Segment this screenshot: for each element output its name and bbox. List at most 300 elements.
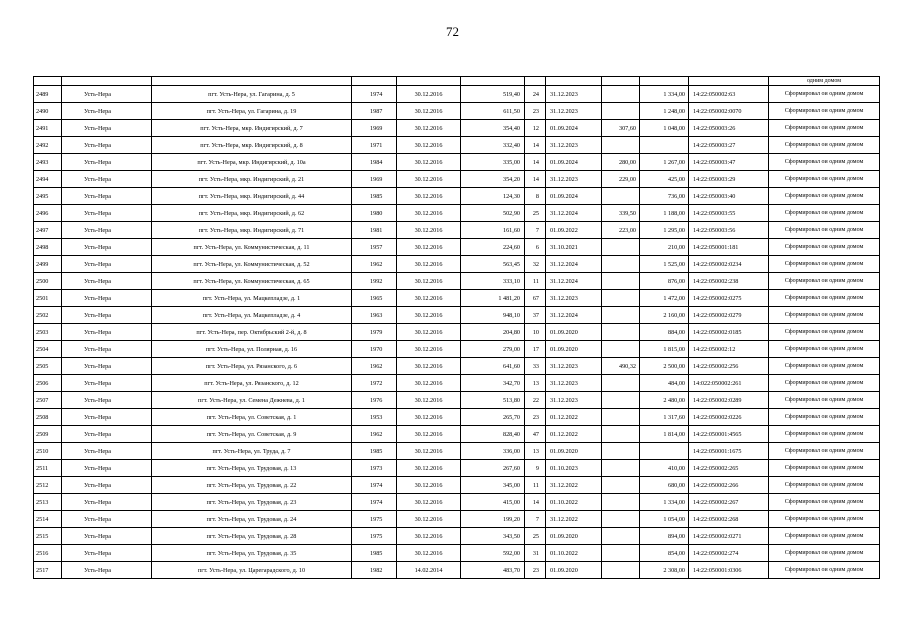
address-cell: пгт. Усть-Нера, ул. Коммунистическая, д. 11: [152, 239, 352, 256]
method-cell: Сформировал ои одним домом: [769, 171, 880, 188]
recognition-date-cell: 30.12.2016: [397, 409, 461, 426]
year-built-cell: 1992: [352, 273, 397, 290]
cost-cell: [602, 477, 640, 494]
total-cell: 2 480,00: [640, 392, 689, 409]
table-row: [34, 137, 880, 154]
total-cell: 1 188,00: [640, 205, 689, 222]
record-number-cell: 2504: [34, 341, 62, 358]
method-cell: Сформировал ои одним домом: [769, 443, 880, 460]
area-cell: 124,30: [461, 188, 525, 205]
year-built-cell: 1962: [352, 256, 397, 273]
table-row: [34, 375, 880, 392]
residents-cell: 23: [525, 409, 546, 426]
recognition-date-cell: 30.12.2016: [397, 239, 461, 256]
area-cell: 279,00: [461, 341, 525, 358]
cadastral-number-cell: 14:22:050003:56: [689, 222, 769, 239]
recognition-date-cell: 14.02.2014: [397, 562, 461, 579]
planned-date-cell: 31.12.2023: [546, 137, 602, 154]
area-cell: 611,50: [461, 103, 525, 120]
cadastral-number-cell: 14:22:050002:274: [689, 545, 769, 562]
area-cell: 519,40: [461, 86, 525, 103]
record-number-cell: 2498: [34, 239, 62, 256]
settlement-cell: Усть-Нера: [62, 188, 152, 205]
table-row: [34, 171, 880, 188]
table-row: [34, 290, 880, 307]
address-cell: пгт. Усть-Нера, пер. Октябрьский 2-й, д. 8: [152, 324, 352, 341]
cadastral-number-cell: 14:22:050001:181: [689, 239, 769, 256]
cadastral-number-cell: 14:22:050003:40: [689, 188, 769, 205]
recognition-date-cell: 30.12.2016: [397, 324, 461, 341]
method-cell: Сформировал ои одним домом: [769, 477, 880, 494]
settlement-cell: Усть-Нера: [62, 273, 152, 290]
year-built-cell: 1974: [352, 494, 397, 511]
table-row-continued: [34, 77, 880, 86]
planned-date-cell: 01.09.2020: [546, 443, 602, 460]
residents-cell: 23: [525, 103, 546, 120]
residents-cell: 8: [525, 188, 546, 205]
cadastral-number-cell: 14:22:050002:266: [689, 477, 769, 494]
settlement-cell: Усть-Нера: [62, 103, 152, 120]
residents-cell: 14: [525, 494, 546, 511]
cadastral-number-cell: 14:22:050003:26: [689, 120, 769, 137]
cost-cell: [602, 528, 640, 545]
cost-cell: [602, 341, 640, 358]
cost-cell: [602, 239, 640, 256]
settlement-cell: Усть-Нера: [62, 443, 152, 460]
method-cell: Сформировал ои одним домом: [769, 86, 880, 103]
residents-cell: 14: [525, 171, 546, 188]
year-built-cell: 1975: [352, 511, 397, 528]
cadastral-number-cell: 14:22:050003:47: [689, 154, 769, 171]
method-cell: Сформировал ои одним домом: [769, 205, 880, 222]
recognition-date-cell: 30.12.2016: [397, 375, 461, 392]
address-cell: пгт. Усть-Нера, ул. Советская, д. 9: [152, 426, 352, 443]
planned-date-cell: 01.12.2022: [546, 409, 602, 426]
planned-date-cell: 31.12.2023: [546, 103, 602, 120]
planned-date-cell: 01.10.2023: [546, 460, 602, 477]
settlement-cell: Усть-Нера: [62, 477, 152, 494]
cost-cell: 490,32: [602, 358, 640, 375]
table-row: [34, 460, 880, 477]
cost-cell: 339,50: [602, 205, 640, 222]
method-cell: Сформировал ои одним домом: [769, 137, 880, 154]
residents-cell: 11: [525, 477, 546, 494]
settlement-cell: Усть-Нера: [62, 392, 152, 409]
cost-cell: [602, 443, 640, 460]
recognition-date-cell: 30.12.2016: [397, 154, 461, 171]
table-row: [34, 409, 880, 426]
residents-cell: 14: [525, 154, 546, 171]
residents-cell: 47: [525, 426, 546, 443]
cost-cell: 223,00: [602, 222, 640, 239]
recognition-date-cell: 30.12.2016: [397, 528, 461, 545]
area-cell: 343,50: [461, 528, 525, 545]
residents-cell: 9: [525, 460, 546, 477]
record-number-cell: 2503: [34, 324, 62, 341]
address-cell: пгт. Усть-Нера, мкр. Индигирский, д. 71: [152, 222, 352, 239]
record-number-cell: 2497: [34, 222, 62, 239]
settlement-cell: Усть-Нера: [62, 375, 152, 392]
cadastral-number-cell: 14:22:050002:63: [689, 86, 769, 103]
settlement-cell: Усть-Нера: [62, 239, 152, 256]
cost-cell: [602, 375, 640, 392]
address-cell: пгт. Усть-Нера, ул. Труда, д. 7: [152, 443, 352, 460]
record-number-cell: 2509: [34, 426, 62, 443]
cost-cell: [602, 290, 640, 307]
address-cell: пгт. Усть-Нера, ул. Трудовая, д. 35: [152, 545, 352, 562]
method-cell: Сформировал ои одним домом: [769, 154, 880, 171]
record-number-cell: 2511: [34, 460, 62, 477]
cadastral-number-cell: 14:22:050002:12: [689, 341, 769, 358]
total-cell: 1 334,00: [640, 494, 689, 511]
cadastral-number-cell: 14:22:050002:0279: [689, 307, 769, 324]
total-cell: 884,00: [640, 324, 689, 341]
address-cell: пгт. Усть-Нера, ул. Гагарина, д. 5: [152, 86, 352, 103]
method-cell: Сформировал ои одним домом: [769, 375, 880, 392]
recognition-date-cell: 30.12.2016: [397, 86, 461, 103]
record-number-cell: 2508: [34, 409, 62, 426]
area-cell: 199,20: [461, 511, 525, 528]
record-number-cell: 2510: [34, 443, 62, 460]
residents-cell: 67: [525, 290, 546, 307]
residents-cell: 32: [525, 256, 546, 273]
cadastral-number-cell: 14:22:050002:0185: [689, 324, 769, 341]
total-cell: 484,00: [640, 375, 689, 392]
address-cell: пгт. Усть-Нера, мкр. Индигирский, д. 7: [152, 120, 352, 137]
method-cell: Сформировал ои одним домом: [769, 562, 880, 579]
cadastral-number-cell: 14:22:050002:0234: [689, 256, 769, 273]
cadastral-number-cell: 14:22:050001:0306: [689, 562, 769, 579]
planned-date-cell: 01.12.2022: [546, 426, 602, 443]
residents-cell: 6: [525, 239, 546, 256]
cadastral-number-cell: 14:22:050002:0226: [689, 409, 769, 426]
total-cell: 1 472,00: [640, 290, 689, 307]
table-row: [34, 222, 880, 239]
residents-cell: 11: [525, 273, 546, 290]
address-cell: пгт. Усть-Нера, ул. Коммунистическая, д. 65: [152, 273, 352, 290]
record-number-cell: 2500: [34, 273, 62, 290]
area-cell: 342,70: [461, 375, 525, 392]
year-built-cell: 1972: [352, 375, 397, 392]
table-row: [34, 477, 880, 494]
recognition-date-cell: 30.12.2016: [397, 460, 461, 477]
record-number-cell: 2499: [34, 256, 62, 273]
residents-cell: 13: [525, 375, 546, 392]
method-cell: Сформировал ои одним домом: [769, 545, 880, 562]
year-built-cell: 1970: [352, 341, 397, 358]
cadastral-number-cell: 14:22:050003:27: [689, 137, 769, 154]
total-cell: 736,00: [640, 188, 689, 205]
table-row: [34, 528, 880, 545]
address-cell: пгт. Усть-Нера, ул. Рязанского, д. 12: [152, 375, 352, 392]
address-cell: пгт. Усть-Нера, мкр. Индигирский, д. 10а: [152, 154, 352, 171]
total-cell: 876,00: [640, 273, 689, 290]
table-row: [34, 511, 880, 528]
cost-cell: [602, 392, 640, 409]
year-built-cell: 1962: [352, 426, 397, 443]
settlement-cell: Усть-Нера: [62, 494, 152, 511]
residents-cell: 13: [525, 443, 546, 460]
total-cell: 894,00: [640, 528, 689, 545]
recognition-date-cell: 30.12.2016: [397, 341, 461, 358]
settlement-cell: Усть-Нера: [62, 120, 152, 137]
record-number-cell: 2494: [34, 171, 62, 188]
recognition-date-cell: 30.12.2016: [397, 103, 461, 120]
cost-cell: [602, 545, 640, 562]
method-cell: Сформировал ои одним домом: [769, 426, 880, 443]
settlement-cell: Усть-Нера: [62, 290, 152, 307]
recognition-date-cell: 30.12.2016: [397, 426, 461, 443]
total-cell: 1 248,00: [640, 103, 689, 120]
method-cell: Сформировал ои одним домом: [769, 222, 880, 239]
recognition-date-cell: 30.12.2016: [397, 494, 461, 511]
total-cell: 1 267,00: [640, 154, 689, 171]
table-row: [34, 239, 880, 256]
method-cell: Сформировал ои одним домом: [769, 511, 880, 528]
cost-cell: [602, 460, 640, 477]
area-cell: 345,00: [461, 477, 525, 494]
total-cell: 1 525,00: [640, 256, 689, 273]
year-built-cell: 1965: [352, 290, 397, 307]
total-cell: 2 160,00: [640, 307, 689, 324]
settlement-cell: Усть-Нера: [62, 324, 152, 341]
method-cell: Сформировал ои одним домом: [769, 307, 880, 324]
method-cell: Сформировал ои одним домом: [769, 324, 880, 341]
cost-cell: [602, 494, 640, 511]
record-number-cell: 2516: [34, 545, 62, 562]
cadastral-number-cell: 14:022:050002:261: [689, 375, 769, 392]
residents-cell: 12: [525, 120, 546, 137]
table-row: [34, 392, 880, 409]
cadastral-number-cell: 14:22:050002:0070: [689, 103, 769, 120]
recognition-date-cell: 30.12.2016: [397, 358, 461, 375]
area-cell: 483,70: [461, 562, 525, 579]
area-cell: 333,10: [461, 273, 525, 290]
planned-date-cell: 01.09.2024: [546, 188, 602, 205]
total-cell: 1 054,00: [640, 511, 689, 528]
recognition-date-cell: 30.12.2016: [397, 307, 461, 324]
address-cell: пгт. Усть-Нера, мкр. Индигирский, д. 8: [152, 137, 352, 154]
method-cell: Сформировал ои одним домом: [769, 358, 880, 375]
table-row: [34, 103, 880, 120]
record-number-cell: 2491: [34, 120, 62, 137]
cadastral-number-cell: 14:22:050003:55: [689, 205, 769, 222]
cost-cell: [602, 426, 640, 443]
settlement-cell: Усть-Нера: [62, 171, 152, 188]
year-built-cell: 1985: [352, 443, 397, 460]
cadastral-number-cell: 14:22:050001:4565: [689, 426, 769, 443]
cost-cell: [602, 188, 640, 205]
record-number-cell: 2505: [34, 358, 62, 375]
recognition-date-cell: 30.12.2016: [397, 443, 461, 460]
record-number-cell: 2517: [34, 562, 62, 579]
planned-date-cell: 31.10.2021: [546, 239, 602, 256]
settlement-cell: Усть-Нера: [62, 545, 152, 562]
recognition-date-cell: 30.12.2016: [397, 545, 461, 562]
area-cell: 161,60: [461, 222, 525, 239]
table-row: [34, 358, 880, 375]
planned-date-cell: 01.09.2020: [546, 341, 602, 358]
address-cell: пгт. Усть-Нера, ул. Царегарадского, д. 10: [152, 562, 352, 579]
planned-date-cell: 01.09.2020: [546, 324, 602, 341]
area-cell: 502,90: [461, 205, 525, 222]
total-cell: 2 500,00: [640, 358, 689, 375]
record-number-cell: 2490: [34, 103, 62, 120]
total-cell: 1 815,00: [640, 341, 689, 358]
method-cell: Сформировал ои одним домом: [769, 103, 880, 120]
table-row: [34, 545, 880, 562]
record-number-cell: 2507: [34, 392, 62, 409]
method-cell: Сформировал ои одним домом: [769, 528, 880, 545]
residents-cell: 10: [525, 324, 546, 341]
year-built-cell: 1981: [352, 222, 397, 239]
method-cell: Сформировал ои одним домом: [769, 392, 880, 409]
planned-date-cell: 31.12.2024: [546, 273, 602, 290]
area-cell: 415,00: [461, 494, 525, 511]
planned-date-cell: 31.12.2024: [546, 205, 602, 222]
recognition-date-cell: 30.12.2016: [397, 290, 461, 307]
address-cell: пгт. Усть-Нера, ул. Мацкепладзе, д. 4: [152, 307, 352, 324]
address-cell: пгт. Усть-Нера, ул. Полярная, д. 16: [152, 341, 352, 358]
planned-date-cell: 31.12.2024: [546, 256, 602, 273]
area-cell: 336,00: [461, 443, 525, 460]
record-number-cell: 2496: [34, 205, 62, 222]
planned-date-cell: 01.09.2024: [546, 120, 602, 137]
year-built-cell: 1971: [352, 137, 397, 154]
method-cell: Сформировал ои одним домом: [769, 188, 880, 205]
cost-cell: [602, 273, 640, 290]
planned-date-cell: 01.10.2022: [546, 545, 602, 562]
total-cell: 1 814,00: [640, 426, 689, 443]
recognition-date-cell: 30.12.2016: [397, 477, 461, 494]
table-row: [34, 307, 880, 324]
year-built-cell: 1975: [352, 528, 397, 545]
table-row: [34, 188, 880, 205]
table-row: [34, 341, 880, 358]
cost-cell: [602, 562, 640, 579]
table-row: [34, 494, 880, 511]
year-built-cell: 1973: [352, 460, 397, 477]
planned-date-cell: 31.12.2023: [546, 375, 602, 392]
cadastral-number-cell: 14:22:050003:29: [689, 171, 769, 188]
planned-date-cell: 31.12.2022: [546, 511, 602, 528]
planned-date-cell: 01.09.2020: [546, 528, 602, 545]
recognition-date-cell: 30.12.2016: [397, 120, 461, 137]
record-number-cell: 2514: [34, 511, 62, 528]
year-built-cell: 1957: [352, 239, 397, 256]
housing-registry-table: [33, 76, 880, 579]
cost-cell: [602, 103, 640, 120]
settlement-cell: Усть-Нера: [62, 511, 152, 528]
total-cell: 2 308,00: [640, 562, 689, 579]
settlement-cell: Усть-Нера: [62, 222, 152, 239]
total-cell: 854,00: [640, 545, 689, 562]
planned-date-cell: 31.12.2023: [546, 290, 602, 307]
recognition-date-cell: 30.12.2016: [397, 171, 461, 188]
record-number-cell: 2489: [34, 86, 62, 103]
cost-cell: [602, 307, 640, 324]
planned-date-cell: 01.09.2024: [546, 154, 602, 171]
settlement-cell: Усть-Нера: [62, 256, 152, 273]
cadastral-number-cell: 14:22:050002:238: [689, 273, 769, 290]
recognition-date-cell: 30.12.2016: [397, 188, 461, 205]
year-built-cell: 1953: [352, 409, 397, 426]
address-cell: пгт. Усть-Нера, ул. Гагарина, д. 19: [152, 103, 352, 120]
table-row: [34, 120, 880, 137]
table-row: [34, 273, 880, 290]
recognition-date-cell: 30.12.2016: [397, 256, 461, 273]
recognition-date-cell: 30.12.2016: [397, 222, 461, 239]
residents-cell: 33: [525, 358, 546, 375]
total-cell: 1 334,00: [640, 86, 689, 103]
record-number-cell: 2492: [34, 137, 62, 154]
year-built-cell: 1969: [352, 171, 397, 188]
cost-cell: 307,60: [602, 120, 640, 137]
settlement-cell: Усть-Нера: [62, 205, 152, 222]
recognition-date-cell: 30.12.2016: [397, 511, 461, 528]
residents-cell: 25: [525, 528, 546, 545]
residents-cell: 17: [525, 341, 546, 358]
total-cell: 425,00: [640, 171, 689, 188]
area-cell: 513,80: [461, 392, 525, 409]
cadastral-number-cell: 14:22:050002:268: [689, 511, 769, 528]
residents-cell: 7: [525, 511, 546, 528]
record-number-cell: 2495: [34, 188, 62, 205]
year-built-cell: 1969: [352, 120, 397, 137]
planned-date-cell: 31.12.2023: [546, 86, 602, 103]
residents-cell: 31: [525, 545, 546, 562]
cost-cell: 280,00: [602, 154, 640, 171]
settlement-cell: Усть-Нера: [62, 460, 152, 477]
address-cell: пгт. Усть-Нера, ул. Семена Дежнева, д. 1: [152, 392, 352, 409]
planned-date-cell: 31.12.2023: [546, 171, 602, 188]
table-row: [34, 256, 880, 273]
method-cell: Сформировал ои одним домом: [769, 290, 880, 307]
table-row: [34, 426, 880, 443]
method-cell: Сформировал ои одним домом: [769, 460, 880, 477]
address-cell: пгт. Усть-Нера, ул. Рязанского, д. 6: [152, 358, 352, 375]
cost-cell: 229,00: [602, 171, 640, 188]
settlement-cell: Усть-Нера: [62, 409, 152, 426]
planned-date-cell: 31.12.2024: [546, 307, 602, 324]
cost-cell: [602, 137, 640, 154]
planned-date-cell: 01.09.2020: [546, 562, 602, 579]
address-cell: пгт. Усть-Нера, мкр. Индигирский, д. 21: [152, 171, 352, 188]
settlement-cell: Усть-Нера: [62, 528, 152, 545]
residents-cell: 37: [525, 307, 546, 324]
year-built-cell: 1985: [352, 545, 397, 562]
area-cell: 267,60: [461, 460, 525, 477]
area-cell: 224,60: [461, 239, 525, 256]
cost-cell: [602, 511, 640, 528]
address-cell: пгт. Усть-Нера, ул. Трудовая, д. 28: [152, 528, 352, 545]
residents-cell: 24: [525, 86, 546, 103]
area-cell: 1 481,20: [461, 290, 525, 307]
recognition-date-cell: 30.12.2016: [397, 273, 461, 290]
area-cell: 354,40: [461, 120, 525, 137]
area-cell: 563,45: [461, 256, 525, 273]
settlement-cell: Усть-Нера: [62, 562, 152, 579]
year-built-cell: 1962: [352, 358, 397, 375]
address-cell: пгт. Усть-Нера, ул. Коммунистическая, д. 52: [152, 256, 352, 273]
settlement-cell: Усть-Нера: [62, 86, 152, 103]
table-row: [34, 324, 880, 341]
cadastral-number-cell: 14:22:050002:265: [689, 460, 769, 477]
cadastral-number-cell: 14:22:050002:0289: [689, 392, 769, 409]
area-cell: 828,40: [461, 426, 525, 443]
area-cell: 332,40: [461, 137, 525, 154]
cost-cell: [602, 409, 640, 426]
